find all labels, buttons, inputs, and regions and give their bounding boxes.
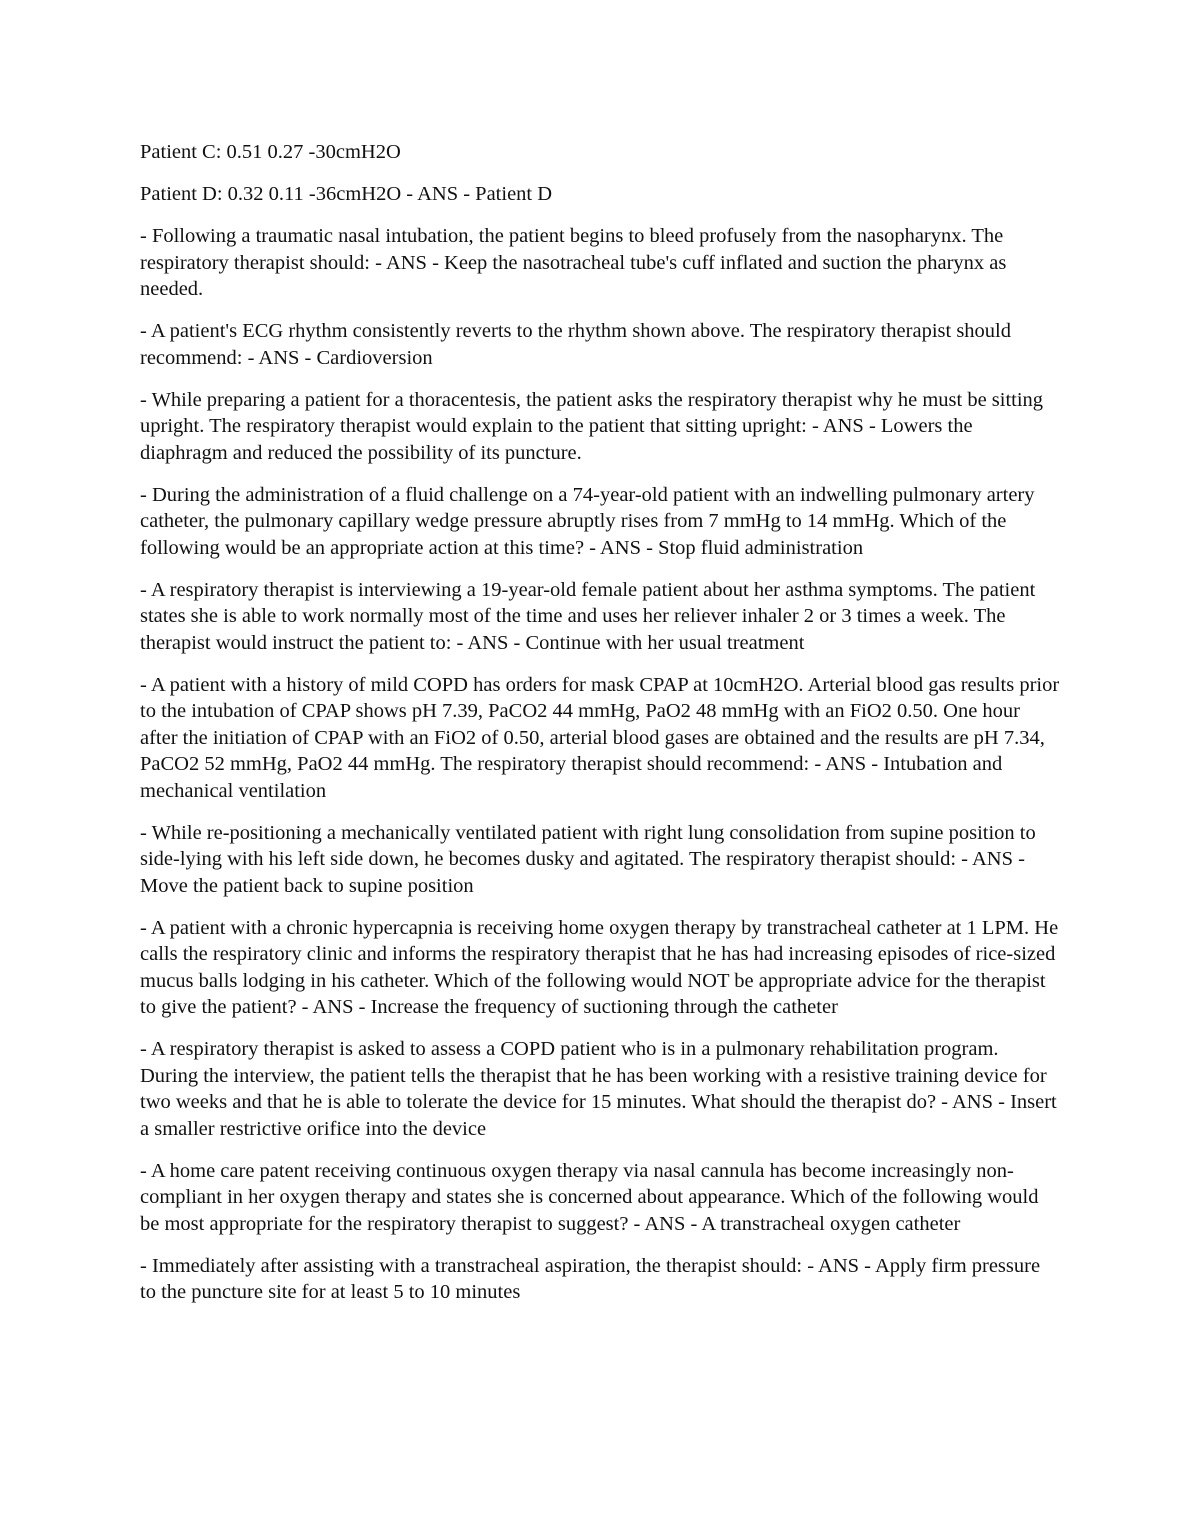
document-page — [140, 139, 1060, 1321]
paragraph-home-care: - A home care patent receiving continuous oxygen therapy via nasal cannula has become increasingly non-compliant in her oxygen therapy and states she is concerned about appearance. Which of the following would be most appropriate for the respiratory therapist to suggest? - ANS - A transtracheal oxygen catheter — [140, 1159, 1039, 1235]
paragraph-patient-c: Patient C: 0.51 0.27 -30cmH2O — [140, 141, 401, 163]
paragraph-patient-d: Patient D: 0.32 0.11 -36cmH2O - ANS - Patient D — [140, 183, 553, 205]
paragraph-pulmonary-rehab: - A respiratory therapist is asked to assess a COPD patient who is in a pulmonary rehabilitation program. During the interview, the patient tells the therapist that he has been working with a resistive training device for two weeks and that he is able to tolerate the device for 15 minutes. What should the therapist do? - ANS - Insert a smaller restrictive orifice into the device — [140, 1038, 1057, 1140]
paragraph-thoracentesis: - While preparing a patient for a thoracentesis, the patient asks the respiratory therapist why he must be sitting upright. The respiratory therapist would explain to the patient that sitting upright: - ANS - Lowers the diaphragm and reduced the possibility of its puncture. — [140, 388, 1044, 464]
paragraph-cpap: - A patient with a history of mild COPD has orders for mask CPAP at 10cmH2O. Arterial blood gas results prior to the intubation of CPAP shows pH 7.39, PaCO2 44 mmHg, PaO2 48 mmHg with an FiO2 0.50. One hour after the initiation of CPAP with an FiO2 of 0.50, arterial blood gases are obtained and the results are pH 7.34, PaCO2 52 mmHg, PaO2 44 mmHg. The respiratory therapist should recommend: - ANS - Intubation and mechanical ventilation — [140, 673, 1060, 802]
paragraph-fluid-challenge: - During the administration of a fluid challenge on a 74-year-old patient with an indwelling pulmonary artery catheter, the pulmonary capillary wedge pressure abruptly rises from 7 mmHg to 14 mmHg. Which of the following would be an appropriate action at this time? - ANS - Stop fluid administration — [140, 483, 1035, 559]
paragraph-transtracheal-aspiration: - Immediately after assisting with a transtracheal aspiration, the therapist should: - ANS - Apply firm pressure to the puncture site for at least 5 to 10 minutes — [140, 1254, 1041, 1303]
paragraph-nasal-intubation: - Following a traumatic nasal intubation, the patient begins to bleed profusely from the nasopharynx. The respiratory therapist should: - ANS - Keep the nasotracheal tube's cuff inflated and suction the pharynx as needed. — [140, 225, 1007, 300]
paragraph-asthma: - A respiratory therapist is interviewing a 19-year-old female patient about her asthma symptoms. The patient states she is able to work normally most of the time and uses her reliever inhaler 2 or 3 times a week. The therapist would instruct the patient to: - ANS - Continue with her usual treatment — [140, 578, 1036, 654]
paragraph-transtracheal-catheter: - A patient with a chronic hypercapnia is receiving home oxygen therapy by transtracheal catheter at 1 LPM. He calls the respiratory clinic and informs the respiratory therapist that he has had increasing episodes of rice-sized mucus balls lodging in his catheter. Which of the following would NOT be appropriate advice for the therapist to give the patient? - ANS - Increase the frequency of suctioning through the catheter — [140, 916, 1059, 1018]
paragraph-ecg-rhythm: - A patient's ECG rhythm consistently reverts to the rhythm shown above. The respiratory therapist should recommend: - ANS - Cardioversion — [140, 320, 1011, 369]
paragraph-repositioning: - While re-positioning a mechanically ventilated patient with right lung consolidation from supine position to side-lying with his left side down, he becomes dusky and agitated. The respiratory therapist should: - ANS - Move the patient back to supine position — [140, 821, 1036, 897]
